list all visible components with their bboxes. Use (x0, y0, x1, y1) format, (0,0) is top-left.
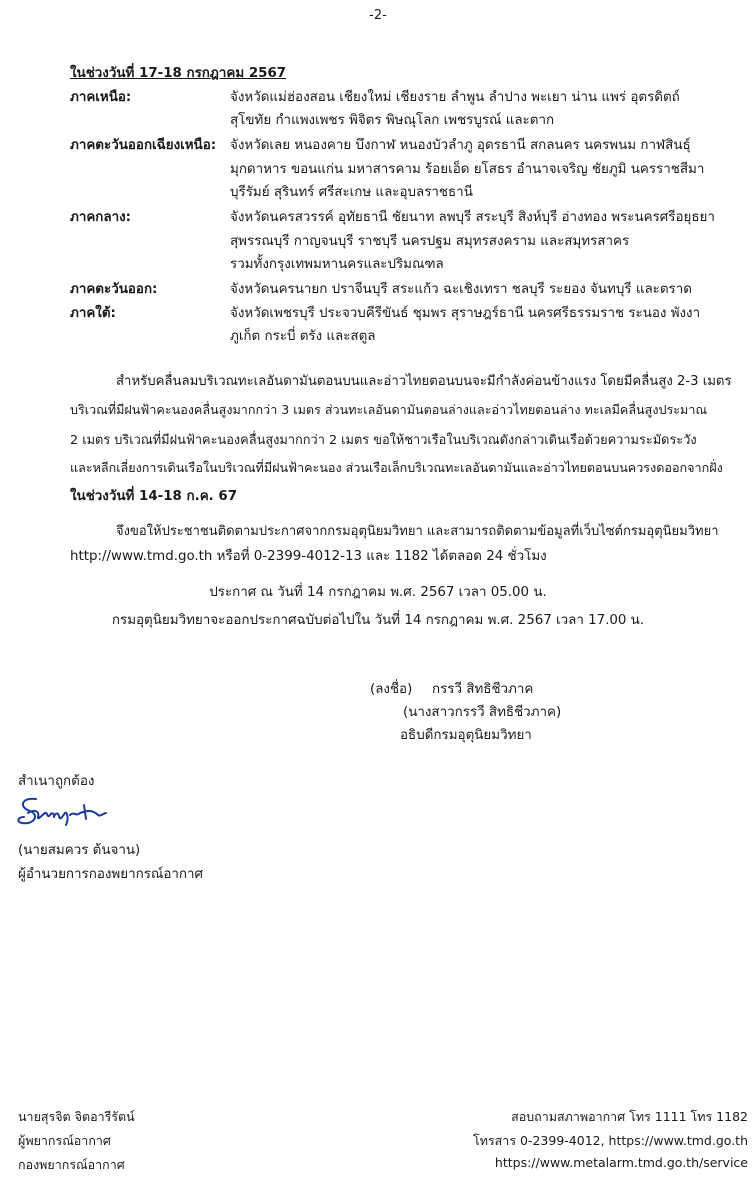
region-south-line-2: ภูเก็ต กระบี่ ตรัง และสตูล (230, 329, 376, 344)
region-central-line-2: สุพรรณบุรี กาญจนบุรี ราชบุรี นครปฐม สมุทรสงคราม และสมุทรสาคร (230, 234, 630, 249)
region-northeast-line-1: จังหวัดเลย หนองคาย บึงกาฬ หนองบัวลำภู อุดรธานี สกลนคร นครพนม กาฬสินธุ์ (230, 138, 691, 153)
region-northeast-line-2: มุกดาหาร ขอนแก่น มหาสารคาม ร้อยเอ็ด ยโสธร อำนาจเจริญ ชัยภูมิ นครราชสีมา (230, 162, 705, 177)
page-number: -2- (369, 8, 387, 23)
signatory-position: อธิบดีกรมอุตุนิยมวิทยา (400, 728, 532, 743)
region-south-line-1: จังหวัดเพชรบุรี ประจวบคีรีขันธ์ ชุมพร สุราษฎร์ธานี นครศรีธรรมราช ระนอง พังงา (230, 306, 701, 321)
region-north-line-1: จังหวัดแม่ฮ่องสอน เชียงใหม่ เชียงราย ลำพูน ลำปาง พะเยา น่าน แพร่ อุตรดิตถ์ (230, 90, 680, 105)
signed-label: (ลงชื่อ) (370, 682, 413, 697)
region-label-east: ภาคตะวันออก: (70, 282, 158, 297)
handwritten-signature (14, 793, 114, 833)
follow-line-1: จึงขอให้ประชาชนติดตามประกาศจากกรมอุตุนิยมวิทยา และสามารถติดตามข้อมูลที่เว็บไซต์กรมอุตุนิยมวิทยา (116, 524, 719, 539)
certified-position: ผู้อำนวยการกองพยากรณ์อากาศ (18, 867, 204, 882)
wave-line-2: บริเวณที่มีฝนฟ้าคะนองคลื่นสูงมากกว่า 3 เมตร ส่วนทะเลอันดามันตอนล่างและอ่าวไทยตอนล่าง ทะเลมีคลื่นสูงประมาณ (70, 402, 708, 417)
follow-line-2: http://www.tmd.go.th หรือที่ 0-2399-4012-13 และ 1182 ได้ตลอด 24 ชั่วโมง (70, 549, 547, 564)
region-central-line-1: จังหวัดนครสวรรค์ อุทัยธานี ชัยนาท ลพบุรี สระบุรี สิงห์บุรี อ่างทอง พระนครศรีอยุธยา (230, 210, 715, 225)
next-issue: กรมอุตุนิยมวิทยาจะออกประกาศฉบับต่อไปใน วันที่ 14 กรกฎาคม พ.ศ. 2567 เวลา 17.00 น. (111, 613, 645, 628)
period-heading: ในช่วงวันที่ 17-18 กรกฎาคม 2567 (70, 66, 287, 81)
footer-fax-website: โทรสาร 0-2399-4012, https://www.tmd.go.th (473, 1133, 748, 1148)
region-label-south: ภาคใต้: (70, 306, 116, 321)
wave-line-3: 2 เมตร บริเวณที่มีฝนฟ้าคะนองคลื่นสูงมากกว่า 2 เมตร ขอให้ชาวเรือในบริเวณดังกล่าวเดินเรือด้วยความระมัดระวัง (70, 433, 697, 448)
region-label-northeast: ภาคตะวันออกเฉียงเหนือ: (70, 138, 217, 153)
footer-forecaster-title: ผู้พยากรณ์อากาศ (18, 1133, 111, 1148)
wave-line-5 (70, 485, 710, 506)
footer-hotline: สอบถามสภาพอากาศ โทร 1111 โทร 1182 (511, 1109, 748, 1124)
footer-division: กองพยากรณ์อากาศ (18, 1157, 125, 1172)
announced-date: ประกาศ ณ วันที่ 14 กรกฎาคม พ.ศ. 2567 เวลา 05.00 น. (209, 585, 547, 600)
footer-metalarm-link[interactable]: https://www.metalarm.tmd.go.th/service (494, 1155, 748, 1170)
region-label-central: ภาคกลาง: (70, 210, 132, 225)
region-label-north: ภาคเหนือ: (70, 90, 132, 105)
certified-label: สำเนาถูกต้อง (18, 774, 95, 789)
region-central-line-3: รวมทั้งกรุงเทพมหานครและปริมณฑล (230, 257, 444, 272)
wave-line-4: และหลีกเลี่ยงการเดินเรือในบริเวณที่มีฝนฟ้าคะนอง ส่วนเรือเล็กบริเวณทะเลอันดามันและอ่าวไทยตอนบนควรงดออกจากฝั่ง (70, 460, 723, 475)
wave-period-prefix: ในช่วง (70, 489, 109, 504)
region-north-line-2: สุโขทัย กำแพงเพชร พิจิตร พิษณุโลก เพชรบูรณ์ และตาก (230, 113, 555, 128)
certified-name: (นายสมควร ต้นจาน) (18, 843, 141, 858)
wave-period-bold: วันที่ 14-18 ก.ค. 67 (108, 489, 238, 504)
footer-forecaster-name: นายสุรจิต จิตอารีรัตน์ (18, 1109, 135, 1124)
region-northeast-line-3: บุรีรัมย์ สุรินทร์ ศรีสะเกษ และอุบลราชธานี (230, 185, 473, 200)
signed-name: กรรวี สิทธิชีวภาค (432, 682, 534, 697)
signatory-full-name: (นางสาวกรรวี สิทธิชีวภาค) (403, 705, 562, 720)
wave-line-1: สำหรับคลื่นลมบริเวณทะเลอันดามันตอนบนและอ่าวไทยตอนบนจะมีกำลังค่อนข้างแรง โดยมีคลื่นสูง 2-3 เมตร (116, 374, 732, 389)
region-east-line-1: จังหวัดนครนายก ปราจีนบุรี สระแก้ว ฉะเชิงเทรา ชลบุรี ระยอง จันทบุรี และตราด (230, 282, 692, 297)
